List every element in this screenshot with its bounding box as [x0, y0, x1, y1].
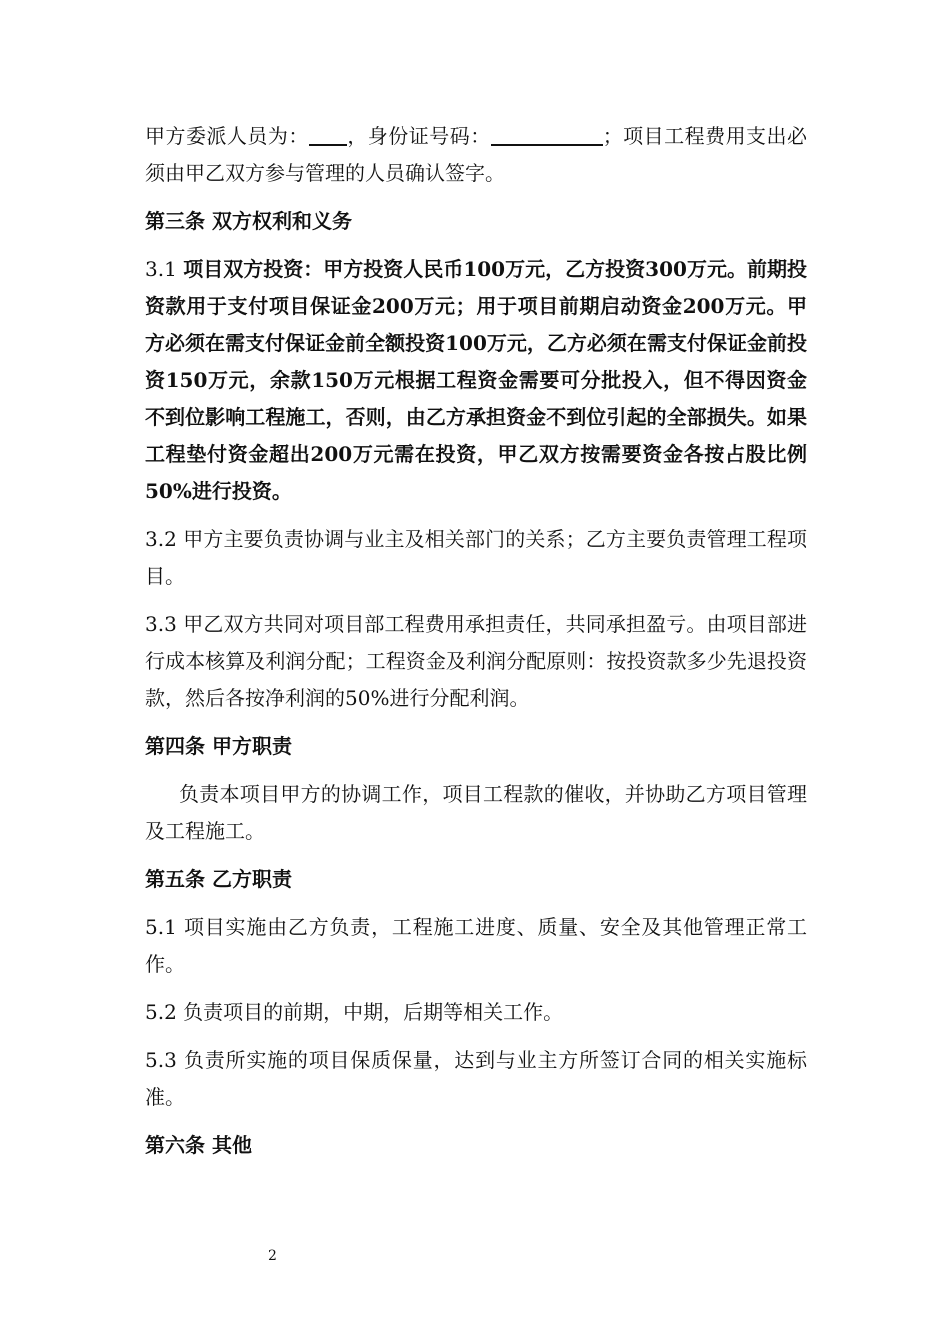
- article-4-paragraph: 负责本项目甲方的协调工作，项目工程款的催收，并协助乙方项目管理及工程施工。: [145, 782, 807, 843]
- page-number: 2: [268, 1248, 277, 1264]
- clause-5-2: 5.2 负责项目的前期，中期，后期等相关工作。: [145, 1000, 564, 1024]
- intro-paragraph: [145, 118, 807, 192]
- article-3-title: 第三条 双方权利和义务: [145, 209, 352, 233]
- intro-text-2: ，身份证号码：: [346, 124, 491, 148]
- clause-3-2: 3.2 甲方主要负责协调与业主及相关部门的关系；乙方主要负责管理工程项目。: [145, 527, 807, 588]
- id-number-blank: [491, 122, 603, 146]
- article-4-title: 第四条 甲方职责: [145, 734, 292, 758]
- clause-3-3: 3.3 甲乙双方共同对项目部工程费用承担责任，共同承担盈亏。由项目部进行成本核算及利润分配；工程资金及利润分配原则：按投资款多少先退投资款，然后各按净利润的50%进行分配利润。: [145, 612, 807, 710]
- clause-3-1-text: 项目双方投资：甲方投资人民币100万元，乙方投资300万元。前期投资款用于支付项目保证金200万元；用于项目前期启动资金200万元。甲方必须在需支付保证金前全额投资100万元，乙方必须在需支付保证金前投资150万元，余款150万元根据工程资金需要可分批投入，但不得因资金不到位影响工程施工，否则，由乙方承担资金不到位引起的全部损失。如果工程垫付资金超出200万元需在投资，甲乙双方按需要资金各按占股比例50%进行投资。: [145, 257, 807, 503]
- article-5-title: 第五条 乙方职责: [145, 867, 292, 891]
- document-body: [145, 118, 807, 1175]
- clause-3-1-number: 3.1: [145, 257, 184, 281]
- clause-3-1: [145, 251, 807, 510]
- clause-5-1: 5.1 项目实施由乙方负责，工程施工进度、质量、安全及其他管理正常工作。: [145, 915, 807, 976]
- article-6-title: 第六条 其他: [145, 1133, 252, 1157]
- clause-5-3: 5.3 负责所实施的项目保质保量，达到与业主方所签订合同的相关实施标准。: [145, 1048, 807, 1109]
- intro-text-3: ；项目工程费用支出必须由甲乙双方参与管理的人员确认签字。: [145, 124, 808, 185]
- intro-text-1: 甲方委派人员为：: [145, 124, 309, 148]
- delegate-name-blank: [309, 122, 347, 146]
